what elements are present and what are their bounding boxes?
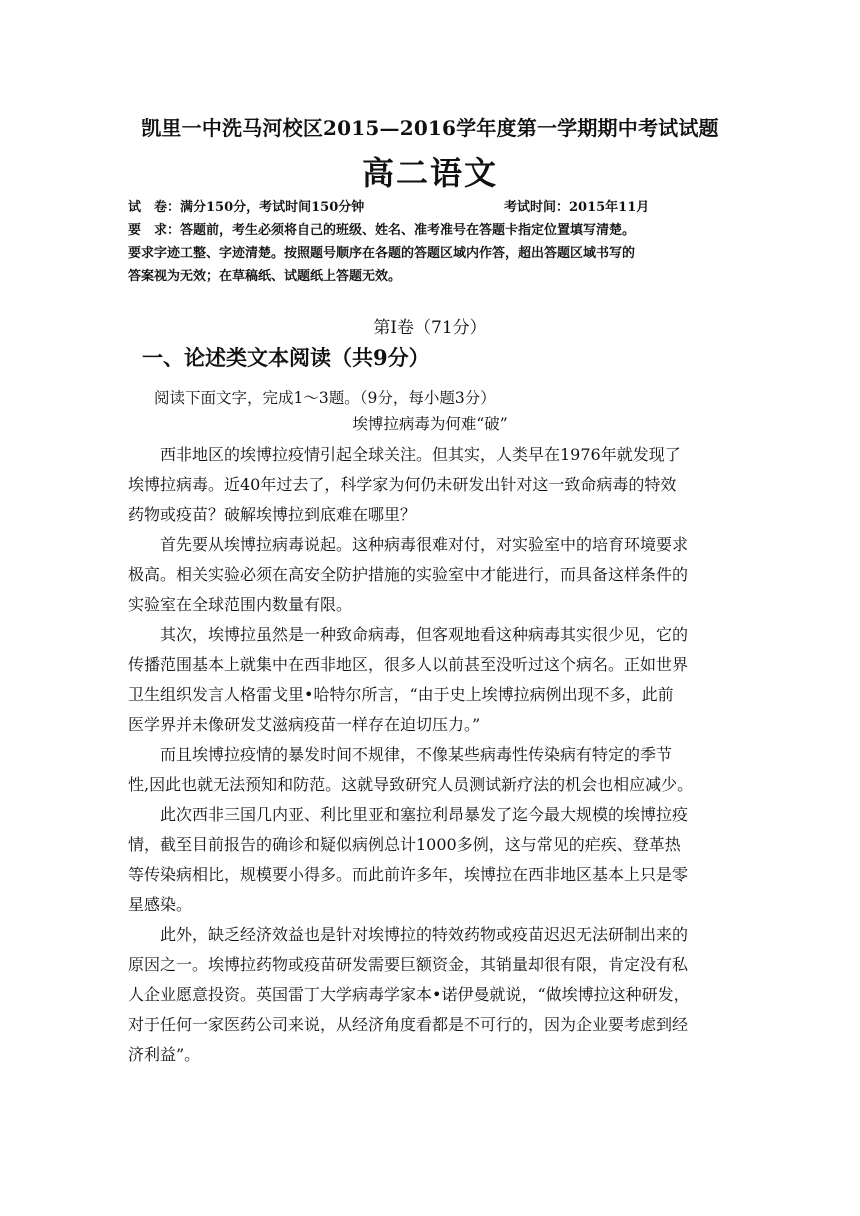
reading-instruction: 阅读下面文字，完成1～3题。（9分，每小题3分） [154, 389, 496, 407]
paragraph-line: 原因之一。埃博拉药物或疫苗研发需要巨额资金，其销量却很有限，肯定没有私 [128, 955, 689, 974]
paragraph-line: 卫生组织发言人格雷戈里•哈特尔所言，“由于史上埃博拉病例出现不多，此前 [128, 685, 674, 704]
article-body [128, 440, 728, 1070]
paragraph-line: 人企业愿意投资。英国雷丁大学病毒学家本•诺伊曼就说，“做埃博拉这种研发， [128, 985, 690, 1004]
paragraph-line: 济利益”。 [128, 1045, 201, 1064]
paragraph-5 [128, 800, 728, 920]
section-title: 一、论述类文本阅读（共9分） [142, 345, 430, 370]
exam-info [128, 196, 748, 288]
requirement-line-2: 要求字迹工整、字迹清楚。按照题号顺序在各题的答题区域内作答，超出答题区域书写的 [128, 246, 636, 261]
paragraph-4 [128, 740, 728, 800]
requirement-line-1: 要 求：答题前，考生必须将自己的班级、姓名、准考准号在答题卡指定位置填写清楚。 [128, 223, 636, 238]
exam-date: 考试时间：2015年11月 [504, 200, 650, 215]
paragraph-line: 星感染。 [128, 895, 193, 914]
paragraph-line: 药物或疫苗？破解埃博拉到底难在哪里？ [128, 505, 417, 524]
paragraph-line: 首先要从埃博拉病毒说起。这种病毒很难对付，对实验室中的培育环境要求 [160, 535, 689, 554]
requirement-line-3: 答案视为无效；在草稿纸、试题纸上答题无效。 [128, 269, 402, 284]
paragraph-line: 此次西非三国几内亚、利比里亚和塞拉利昂暴发了迄今最大规模的埃博拉疫 [160, 805, 689, 824]
paragraph-line: 情，截至目前报告的确诊和疑似病例总计1000多例，这与常见的疟疾、登革热 [128, 835, 681, 854]
paragraph-line: 此外，缺乏经济效益也是针对埃博拉的特效药物或疫苗迟迟无法研制出来的 [160, 925, 689, 944]
paragraph-line: 等传染病相比，规模要小得多。而此前许多年，埃博拉在西非地区基本上只是零 [128, 865, 689, 884]
paragraph-line: 西非地区的埃博拉疫情引起全球关注。但其实，人类早在1976年就发现了 [160, 445, 681, 464]
paragraph-line: 其次，埃博拉虽然是一种致命病毒，但客观地看这种病毒其实很少见，它的 [160, 625, 689, 644]
paragraph-line: 性,因此也就无法预知和防范。这就导致研究人员测试新疗法的机会也相应减少。 [128, 775, 694, 794]
exam-title: 凯里一中洗马河校区2015—2016学年度第一学期期中考试试题 [141, 116, 719, 140]
paragraph-line: 对于任何一家医药公司来说，从经济角度看都是不可行的，因为企业要考虑到经 [128, 1015, 689, 1034]
paper-score-duration: 试 卷：满分150分，考试时间150分钟 [128, 200, 365, 215]
paragraph-1 [128, 440, 728, 530]
article-title: 埃博拉病毒为何难“破” [352, 415, 508, 433]
paragraph-line: 实验室在全球范围内数量有限。 [128, 595, 353, 614]
paragraph-line: 医学界并未像研发艾滋病疫苗一样存在迫切压力。” [128, 715, 481, 734]
paragraph-line: 埃博拉病毒。近40年过去了，科学家为何仍未研发出针对这一致命病毒的特效 [128, 475, 677, 494]
paragraph-6 [128, 920, 728, 1070]
paragraph-line: 极高。相关实验必须在高安全防护措施的实验室中才能进行，而具备这样条件的 [128, 565, 689, 584]
paragraph-2 [128, 530, 728, 620]
paragraph-line: 而且埃博拉疫情的暴发时间不规律，不像某些病毒性传染病有特定的季节 [160, 745, 673, 764]
paragraph-3 [128, 620, 728, 740]
volume-title: 第Ⅰ卷（71分） [373, 318, 487, 338]
subject-title: 高二语文 [361, 154, 498, 192]
paragraph-line: 传播范围基本上就集中在西非地区，很多人以前甚至没听过这个病名。正如世界 [128, 655, 689, 674]
paper-info-row [128, 196, 748, 219]
